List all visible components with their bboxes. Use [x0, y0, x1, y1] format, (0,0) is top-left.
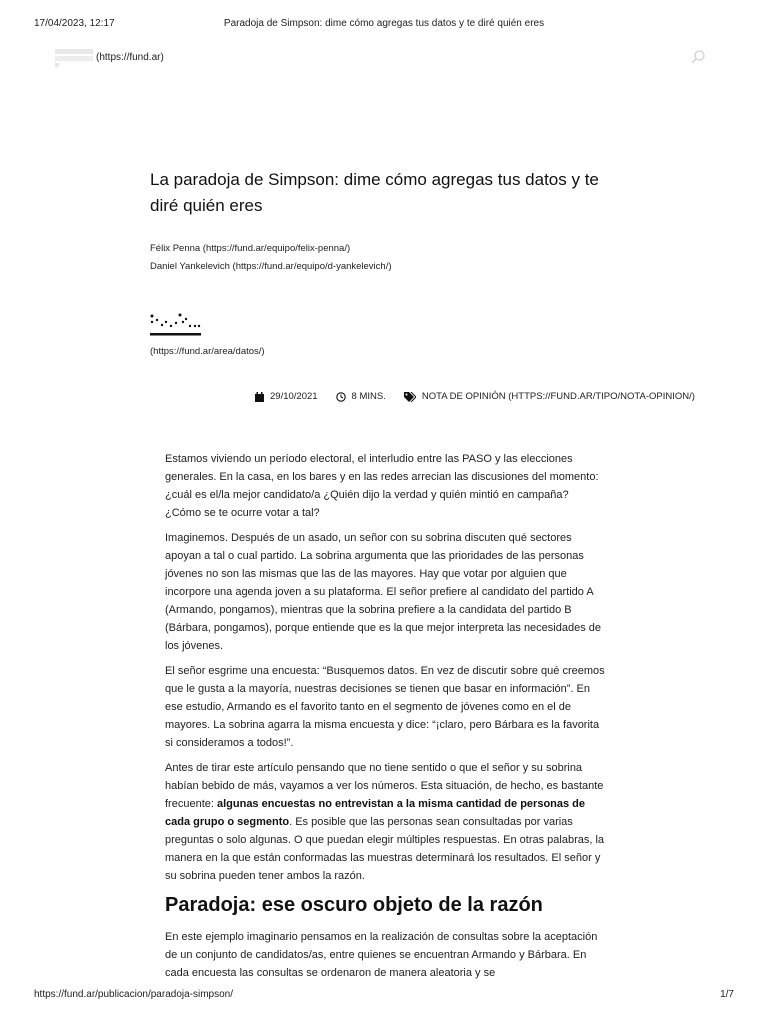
paragraph-text: . Es posible que las personas sean consultadas por varias preguntas o solo algunas. O que puedan elegir múltiples respuestas. En otras palabras, la manera en la que están conformadas las muestras determinará los resultados. El señor y su sobrina pueden tener ambos la razón. — [165, 816, 605, 882]
area-link[interactable]: (https://fund.ar/area/datos/) — [150, 346, 265, 357]
print-page-number: 1/7 — [720, 989, 734, 1000]
site-link[interactable]: (https://fund.ar) — [96, 52, 164, 63]
article-meta — [255, 391, 695, 402]
search-icon[interactable] — [690, 49, 706, 65]
site-logo[interactable] — [55, 49, 93, 67]
author-link[interactable]: Félix Penna (https://fund.ar/equipo/felix-penna/) — [150, 243, 351, 254]
paragraph: El señor esgrime una encuesta: “Busquemos datos. En vez de discutir sobre qué creemos que le gusta a la mayoría, nuestras decisiones se tienen que basar en información”. En ese estudio, Armando es el favorito tanto en el segmento de jóvenes como en el de mayores. La sobrina agarra la misma encuesta y dice: “¡claro, pero Bárbara es la favorita si consideramos a todos!”. — [165, 665, 605, 749]
paragraph — [165, 759, 605, 885]
meta-read-time-text: 8 MINS. — [351, 391, 386, 402]
paragraph: Estamos viviendo un período electoral, el interludio entre las PASO y las elecciones generales. En la casa, en los bares y en las redes arrecian las discusiones del momento: ¿cuál es el/la mejor candidato/a ¿Quién dijo la verdad y quién mintió en campaña? ¿Cómo se te ocurre votar a tal? — [165, 453, 599, 519]
article-body — [165, 450, 605, 989]
meta-date-text: 29/10/2021 — [270, 391, 318, 402]
article-authors — [150, 240, 392, 276]
tag-icon — [404, 392, 416, 402]
article-title: La paradoja de Simpson: dime cómo agregas tus datos y te diré quién eres — [150, 170, 599, 215]
meta-type[interactable] — [404, 391, 695, 402]
print-url: https://fund.ar/publicacion/paradoja-simpson/ — [34, 989, 234, 1000]
print-header — [34, 18, 734, 32]
print-page-title: Paradoja de Simpson: dime cómo agregas tus datos y te diré quién eres — [223, 18, 545, 29]
meta-read-time — [336, 391, 386, 402]
author-link[interactable]: Daniel Yankelevich (https://fund.ar/equipo/d-yankelevich/) — [150, 261, 392, 272]
paragraph-emphasis: algunas encuestas no entrevistan a la misma cantidad de personas de cada grupo o segmento — [165, 798, 586, 828]
clock-icon — [336, 392, 346, 402]
paragraph-text: Antes de tirar este artículo pensando que no tiene sentido o que el señor y su sobrina habían bebido de más, vayamos a ver los números. Esta situación, de hecho, es bastante frecuente: — [165, 762, 604, 810]
meta-date — [255, 391, 318, 402]
calendar-icon — [255, 392, 264, 402]
paragraph: En este ejemplo imaginario pensamos en la realización de consultas sobre la aceptación de un conjunto de candidatos/as, entre quienes se encuentran Armando y Bárbara. En cada encuesta las consultas se ordenaron de manera aleatoria y se — [165, 931, 598, 979]
print-footer — [34, 989, 734, 1003]
section-heading: Paradoja: ese oscuro objeto de la razón — [165, 894, 543, 916]
print-datetime: 17/04/2023, 12:17 — [34, 18, 115, 29]
datos-dots-icon[interactable] — [150, 313, 202, 337]
paragraph: Imaginemos. Después de un asado, un señor con su sobrina discuten qué sectores apoyan a tal o cual partido. La sobrina argumenta que las prioridades de las personas jóvenes no son las mismas que las de las mayores. Hay que votar por alguien que incorpore una agenda joven a su plataforma. El señor prefiere al candidato del partido A (Armando, pongamos), mientras que la sobrina prefiere a la candidata del partido B (Bárbara, pongamos), porque entiende que es la que mejor interpreta las necesidades de los jóvenes. — [165, 532, 601, 652]
meta-type-link[interactable]: NOTA DE OPINIÓN (HTTPS://FUND.AR/TIPO/NOTA-OPINION/) — [421, 391, 695, 402]
